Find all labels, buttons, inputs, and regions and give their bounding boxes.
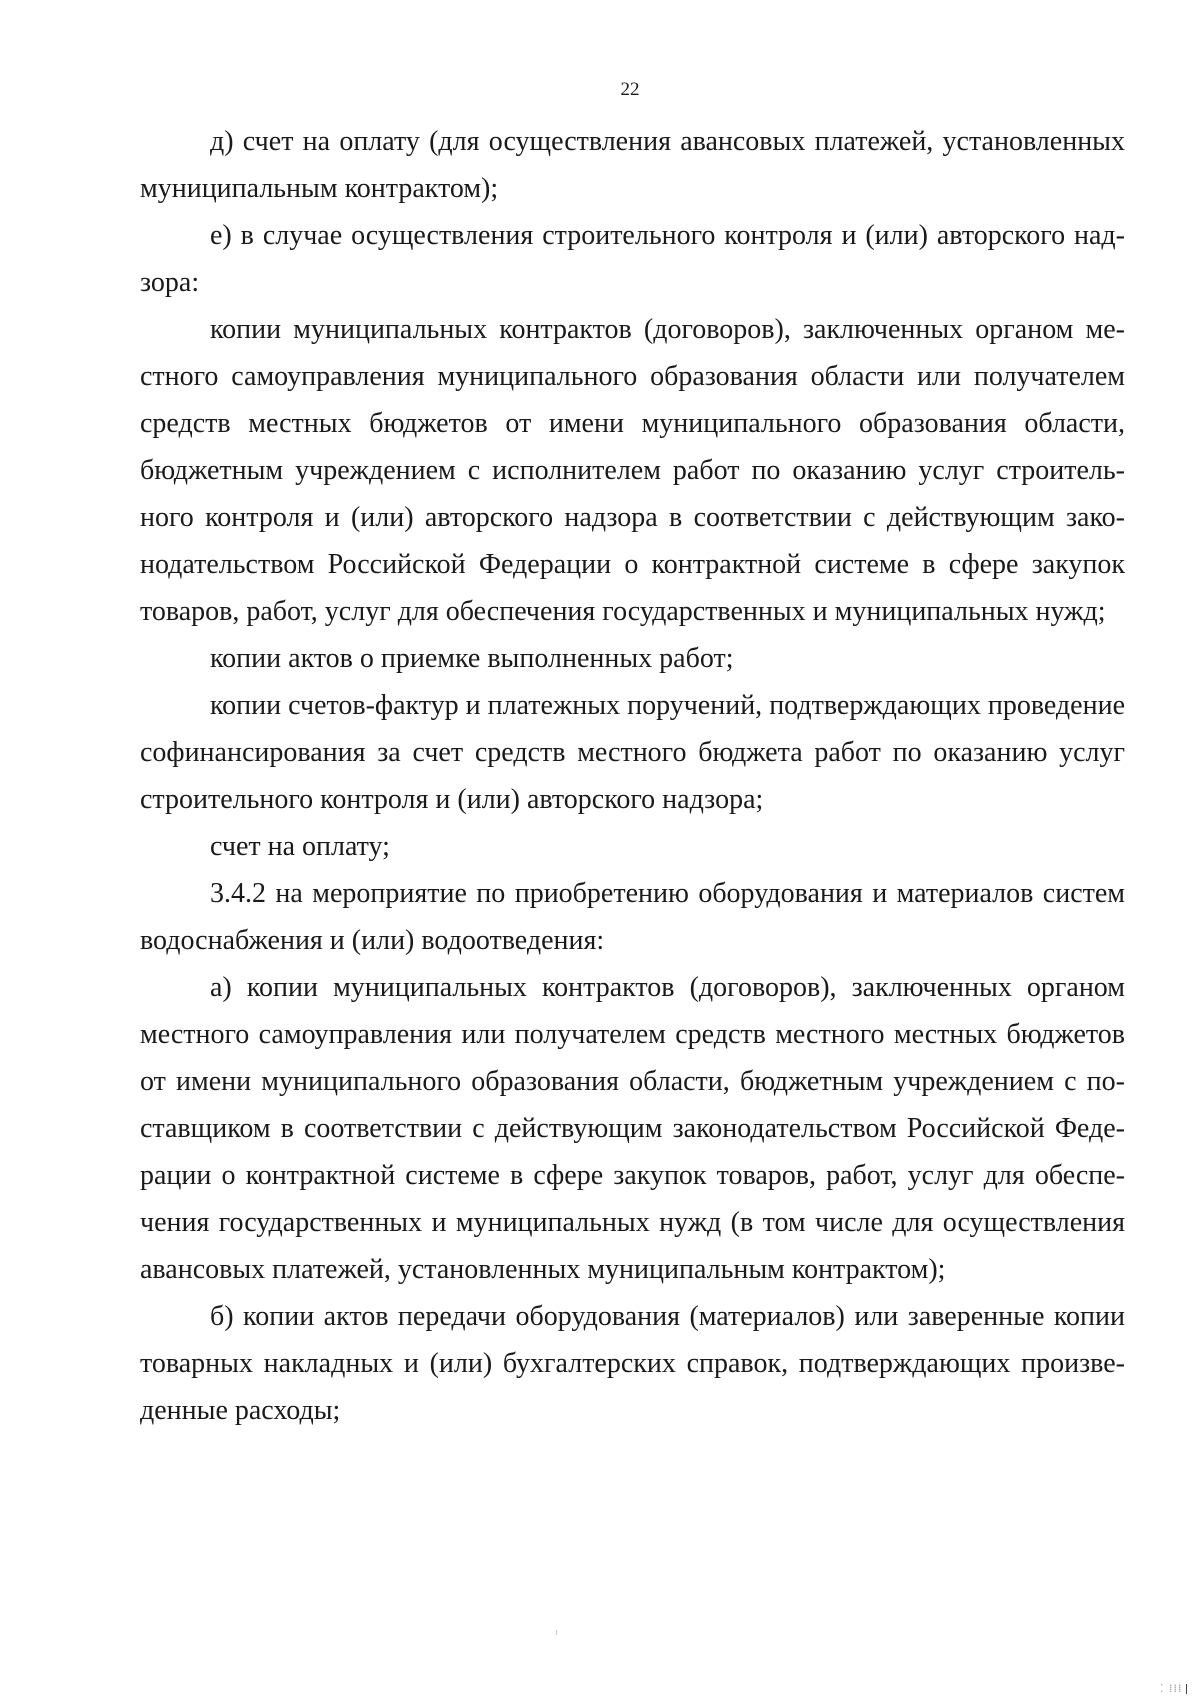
page-number: 22 [620, 79, 640, 100]
scan-artifact-dot [556, 1630, 557, 1635]
paragraph-b-transfer-acts: б) копии актов передачи оборудования (материалов) или заверенные копии товарных накладных и (или) бухгалтерских справок, подтверждающих произведенные расходы; [140, 1301, 1125, 1426]
document-body [140, 118, 1125, 1434]
paragraph-e-construction-control: е) в случае осуществления строительного контроля и (или) авторского надзора: [140, 220, 1125, 298]
paragraph-acceptance-acts: копии актов о приемке выполненных работ; [210, 643, 734, 674]
paragraph-3-4-2-equipment: 3.4.2 на мероприятие по приобретению оборудования и материалов систем водоснабжения и (или) водоотведения: [140, 878, 1125, 956]
scan-edge-line [1186, 1684, 1187, 1694]
paragraph-d-invoice: д) счет на оплату (для осуществления авансовых платежей, установленных муниципальным контрактом); [140, 126, 1125, 204]
paragraph-payment-invoice: счет на оплату; [210, 831, 390, 862]
scan-footer-mark: ⁚ ⁞⁞⁞ [1160, 1682, 1183, 1695]
paragraph-contract-copies: копии муниципальных контрактов (договоров), заключенных органом местного самоуправления муниципального образования области или получателем средств местных бюджетов от имени муниципального образования области, бюджетным учреждением с исполнителем работ по оказанию услуг строительного контроля и (или) авторского надзора в соответствии с действующим законодательством Российской Федерации о контрактной системе в сфере закупок товаров, работ, услуг для обеспечения государственных и муниципальных нужд; [140, 314, 1125, 627]
paragraph-a-contract-copies: а) копии муниципальных контрактов (договоров), заключенных органом местного самоуправления или получателем средств местного местных бюджетов от имени муниципального образования области, бюджетным учреждением с поставщиком в соответствии с действующим законодательством Российской Федерации о контрактной системе в сфере закупок товаров, работ, услуг для обеспечения государственных и муниципальных нужд (в том числе для осуществления авансовых платежей, установленных муниципальным контрактом); [140, 972, 1125, 1285]
paragraph-invoices-payment-orders: копии счетов-фактур и платежных поручений, подтверждающих проведение софинансирования за счет средств местного бюджета работ по оказанию услуг строительного контроля и (или) авторского надзора; [140, 690, 1125, 815]
